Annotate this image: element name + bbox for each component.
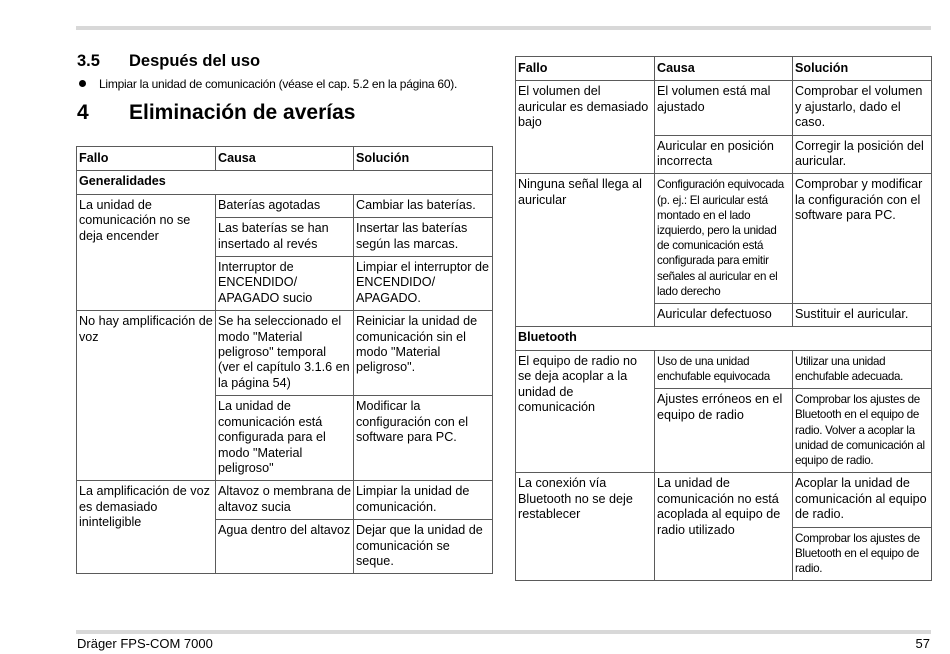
footer-page-number: 57 [915, 636, 930, 651]
cell-causa: Se ha seleccionado el modo "Material peligroso" temporal (ver el capítulo 3.1.6 en la página 54) [216, 311, 354, 396]
table-header-row [516, 57, 932, 81]
cell-causa: El volumen está mal ajustado [655, 81, 793, 135]
cell-fallo: La amplificación de voz es demasiado ininteligible [77, 481, 216, 574]
section-number: 3.5 [77, 52, 100, 70]
table-row [516, 350, 932, 388]
cell-solucion: Reiniciar la unidad de comunicación sin el modo "Material peligroso". [354, 311, 493, 396]
table-group-row [77, 171, 493, 194]
cell-fallo: La conexión vía Bluetooth no se deje restablecer [516, 473, 655, 581]
bullet-icon [79, 80, 86, 87]
cell-solucion: Limpiar la unidad de comunicación. [354, 481, 493, 520]
cell-causa: Agua dentro del altavoz [216, 520, 354, 574]
cell-causa: Interruptor de ENCENDIDO/ APAGADO sucio [216, 257, 354, 311]
table-header-row [77, 147, 493, 171]
table-row [516, 81, 932, 135]
cell-causa: La unidad de comunicación está configurada para el modo "Material peligroso" [216, 396, 354, 481]
header-rule [76, 26, 931, 30]
cell-solucion: Comprobar y modificar la configuración con el software para PC. [793, 174, 932, 304]
cell-solucion: Acoplar la unidad de comunicación al equipo de radio. [793, 473, 932, 527]
table-row [516, 473, 932, 527]
cell-solucion: Utilizar una unidad enchufable adecuada. [793, 350, 932, 388]
group-bluetooth: Bluetooth [516, 327, 932, 350]
troubleshooting-table-right [515, 56, 932, 581]
cell-solucion: Comprobar el volumen y ajustarlo, dado el caso. [793, 81, 932, 135]
cell-causa: Ajustes erróneos en el equipo de radio [655, 389, 793, 473]
header-fallo: Fallo [516, 57, 655, 81]
cell-solucion: Limpiar el interruptor de ENCENDIDO/ APAGADO. [354, 257, 493, 311]
cell-solucion: Modificar la configuración con el software para PC. [354, 396, 493, 481]
group-generalidades: Generalidades [77, 171, 493, 194]
cell-causa: Uso de una unidad enchufable equivocada [655, 350, 793, 388]
cell-fallo: La unidad de comunicación no se deja encender [77, 194, 216, 310]
cell-fallo: Ninguna señal llega al auricular [516, 174, 655, 327]
cell-solucion: Comprobar los ajustes de Bluetooth en el equipo de radio. [793, 527, 932, 581]
cell-fallo: El equipo de radio no se deja acoplar a la unidad de comunicación [516, 350, 655, 472]
footer-product: Dräger FPS-COM 7000 [77, 636, 213, 651]
header-solucion: Solución [354, 147, 493, 171]
cell-solucion: Comprobar los ajustes de Bluetooth en el equipo de radio. Volver a acoplar la unidad de comunicación al equipo de radio. [793, 389, 932, 473]
cell-causa: Configuración equivocada (p. ej.: El auricular está montado en el lado izquierdo, pero la unidad de comunicación está configurada para emitir señales al auricular en el lado derecho [655, 174, 793, 304]
header-fallo: Fallo [77, 147, 216, 171]
cell-causa: Auricular defectuoso [655, 304, 793, 327]
table-row [77, 311, 493, 396]
header-solucion: Solución [793, 57, 932, 81]
cell-causa: Auricular en posición incorrecta [655, 135, 793, 174]
table-group-row [516, 327, 932, 350]
cell-causa: Las baterías se han insertado al revés [216, 218, 354, 257]
cell-solucion: Insertar las baterías según las marcas. [354, 218, 493, 257]
cell-fallo: El volumen del auricular es demasiado bajo [516, 81, 655, 174]
table-row [77, 194, 493, 217]
header-causa: Causa [655, 57, 793, 81]
bullet-text: Limpiar la unidad de comunicación (véase el cap. 5.2 en la página 60). [99, 77, 458, 91]
chapter-title: Eliminación de averías [129, 101, 356, 124]
cell-solucion: Dejar que la unidad de comunicación se seque. [354, 520, 493, 574]
table-row [516, 174, 932, 304]
chapter-heading [77, 101, 355, 125]
cell-solucion: Sustituir el auricular. [793, 304, 932, 327]
troubleshooting-table-left [76, 146, 493, 574]
bullet-item [79, 77, 457, 91]
cell-fallo: No hay amplificación de voz [77, 311, 216, 481]
section-heading [77, 52, 260, 71]
table-row [77, 481, 493, 520]
cell-solucion: Corregir la posición del auricular. [793, 135, 932, 174]
header-causa: Causa [216, 147, 354, 171]
cell-causa: La unidad de comunicación no está acoplada al equipo de radio utilizado [655, 473, 793, 581]
cell-solucion: Cambiar las baterías. [354, 194, 493, 217]
chapter-number: 4 [77, 101, 89, 124]
footer-rule [76, 630, 931, 634]
cell-causa: Altavoz o membrana de altavoz sucia [216, 481, 354, 520]
cell-causa: Baterías agotadas [216, 194, 354, 217]
section-title: Después del uso [129, 52, 261, 70]
